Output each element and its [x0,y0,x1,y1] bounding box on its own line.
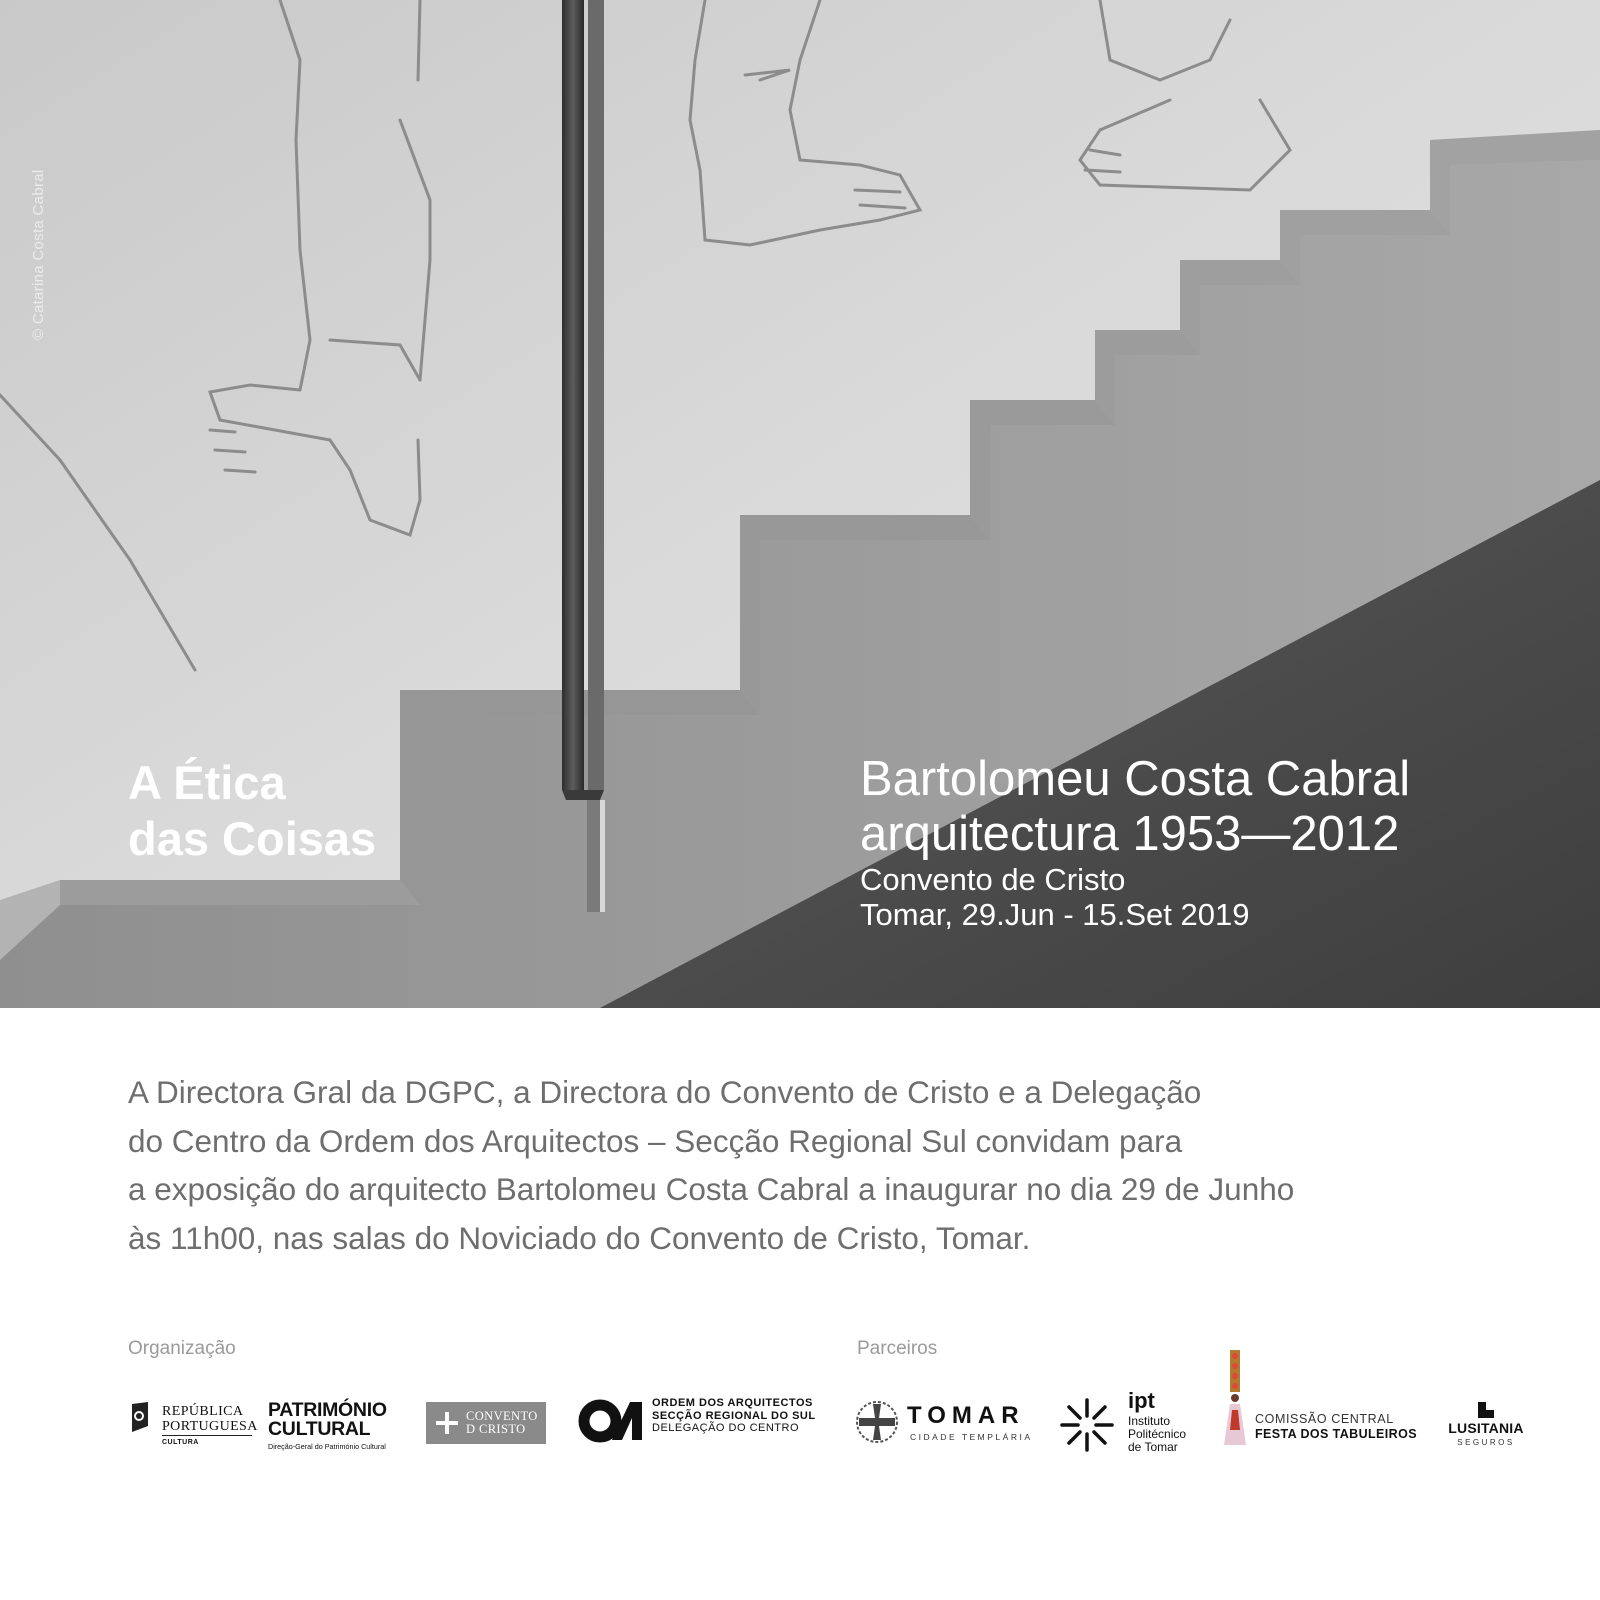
convento-cristo-logo [426,1402,546,1444]
ordem-line-1: ORDEM DOS ARQUITECTOS [652,1397,813,1409]
republica-emblem-icon [130,1402,150,1436]
exhibition-title-line-1: A Ética [128,756,286,809]
republica-sub: CULTURA [162,1439,199,1446]
convento-line-1: CONVENTO [466,1409,538,1423]
convento-line-2: D CRISTO [466,1422,526,1436]
invitation-line: às 11h00, nas salas do Noviciado do Convento de Cristo, Tomar. [128,1219,1031,1256]
invitation-line: A Directora Gral da DGPC, a Directora do Convento de Cristo e a Delegação [128,1074,1202,1110]
republica-divider [162,1435,252,1436]
patrimonio-line-1: PATRIMÓNIO [268,1399,387,1421]
cross-icon [436,1412,458,1434]
oa-monogram-icon [578,1398,644,1444]
republica-portuguesa-logo [128,1402,258,1450]
patrimonio-line-2: CULTURAL [268,1418,371,1440]
tomar-logo [855,1398,1033,1446]
exhibition-title-line-2: das Coisas [128,812,377,865]
ipt-star-icon [1054,1392,1120,1458]
ordem-line-3: DELEGAÇÃO DO CENTRO [652,1422,800,1434]
ipt-name: ipt [1128,1388,1155,1413]
republica-line-2: PORTUGUESA [162,1419,258,1434]
organizacao-label: Organização [128,1338,236,1359]
patrimonio-sub: Direção-Geral do Património Cultural [268,1442,386,1451]
architecture-years: arquitectura 1953—2012 [860,807,1400,861]
invitation-line: do Centro da Ordem dos Arquitectos – Secção Regional Sul convidam para [128,1122,1183,1159]
ipt-line-3: de Tomar [1128,1440,1178,1454]
festa-tabuleiros-logo [1220,1350,1420,1450]
exhibition-subtitle [860,752,1410,932]
patrimonio-cultural-logo [268,1401,413,1451]
exhibition-title [128,755,376,867]
ordem-arquitectos-logo [578,1396,828,1446]
tabuleiro-figure-icon [1220,1350,1250,1450]
venue: Convento de Cristo [860,862,1126,897]
parceiros-label: Parceiros [857,1338,938,1359]
republica-line-1: REPÚBLICA [162,1404,244,1419]
invitation-line: a exposição do arquitecto Bartolomeu Costa Cabral a inaugurar no dia 29 de Junho [128,1171,1295,1207]
ipt-line-1: Instituto [1128,1414,1171,1428]
photo-credit: © Catarina Costa Cabral [30,169,47,340]
invitation-text [128,1068,1528,1262]
architect-name: Bartolomeu Costa Cabral [860,752,1411,806]
tabuleiros-line-2: FESTA DOS TABULEIROS [1255,1427,1417,1441]
ipt-logo [1054,1388,1194,1462]
ipt-line-2: Politécnico [1128,1427,1187,1441]
lusitania-square-icon [1478,1402,1494,1418]
tomar-sub: CIDADE TEMPLÁRIA [910,1432,1033,1442]
ordem-line-2: SECÇÃO REGIONAL DO SUL [652,1409,816,1422]
exhibition-dates: Tomar, 29.Jun - 15.Set 2019 [860,897,1250,932]
templar-cross-icon [855,1400,899,1444]
lusitania-name: LUSITANIA [1448,1420,1524,1436]
lusitania-logo [1446,1402,1526,1452]
tabuleiros-line-1: COMISSÃO CENTRAL [1255,1412,1394,1426]
tomar-name: TOMAR [907,1402,1025,1429]
lusitania-sub: SEGUROS [1457,1438,1515,1447]
